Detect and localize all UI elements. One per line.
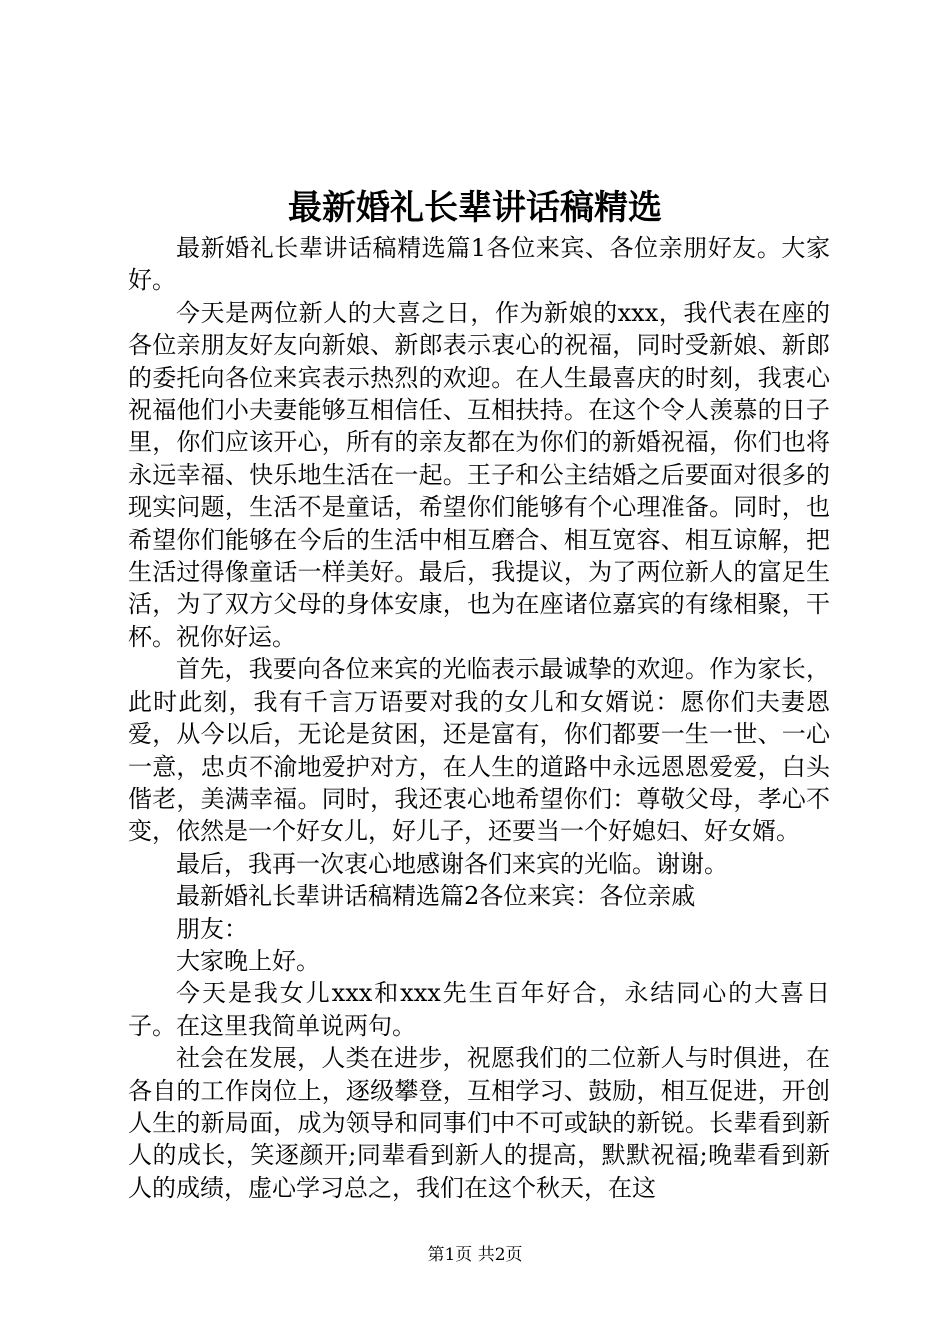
page-footer: 第1页 共2页 — [427, 1245, 523, 1265]
paragraph-3: 首先，我要向各位来宾的光临表示最诚挚的欢迎。作为家长，此时此刻，我有千言万语要对我的女儿和女婿说：愿你们夫妻恩爱，从今以后，无论是贫困，还是富有，你们都要一生一世、一心一意，忠贞不渝地爱护对方，在人生的道路中永远恩恩爱爱，白头偕老，美满幸福。同时，我还衷心地希望你们：尊敬父母，孝心不变，依然是一个好女儿，好儿子，还要当一个好媳妇、好女婿。 — [128, 655, 830, 846]
paragraph-9: 社会在发展，人类在进步，祝愿我们的二位新人与时俱进，在各自的工作岗位上，逐级攀登，互相学习、鼓励，相互促进，开创人生的新局面，成为领导和同事们中不可或缺的新锐。长辈看到新人的成长，笑逐颜开;同辈看到新人的提高，默默祝福;晚辈看到新人的成绩，虚心学习总之，我们在这个秋天，在这 — [128, 1044, 830, 1202]
paragraph-7: 大家晚上好。 — [176, 946, 320, 975]
document-body — [128, 232, 830, 1204]
paragraph-8: 今天是我女儿xxx和xxx先生百年好合，永结同心的大喜日子。在这里我简单说两句。 — [128, 979, 830, 1040]
paragraph-4: 最后，我再一次衷心地感谢各们来宾的光临。谢谢。 — [176, 849, 728, 878]
paragraph-5: 最新婚礼长辈讲话稿精选篇2各位来宾：各位亲戚 — [176, 882, 696, 911]
paragraph-6: 朋友： — [176, 914, 248, 943]
paragraph-2: 今天是两位新人的大喜之日，作为新娘的xxx，我代表在座的各位亲朋友好友向新娘、新郎表示衷心的祝福，同时受新娘、新郎的委托向各位来宾表示热烈的欢迎。在人生最喜庆的时刻，我衷心祝福他们小夫妻能够互相信任、互相扶持。在这个令人羡慕的日子里，你们应该开心，所有的亲友都在为你们的新婚祝福，你们也将永远幸福、快乐地生活在一起。王子和公主结婚之后要面对很多的现实问题，生活不是童话，希望你们能够有个心理准备。同时，也希望你们能够在今后的生活中相互磨合、相互宽容、相互谅解，把生活过得像童话一样美好。最后，我提议，为了两位新人的富足生活，为了双方父母的身体安康，也为在座诸位嘉宾的有缘相聚，干杯。祝你好运。 — [128, 298, 830, 651]
document-title: 最新婚礼长辈讲话稿精选 — [288, 188, 662, 228]
paragraph-1: 最新婚礼长辈讲话稿精选篇1各位来宾、各位亲朋好友。大家好。 — [128, 234, 830, 295]
